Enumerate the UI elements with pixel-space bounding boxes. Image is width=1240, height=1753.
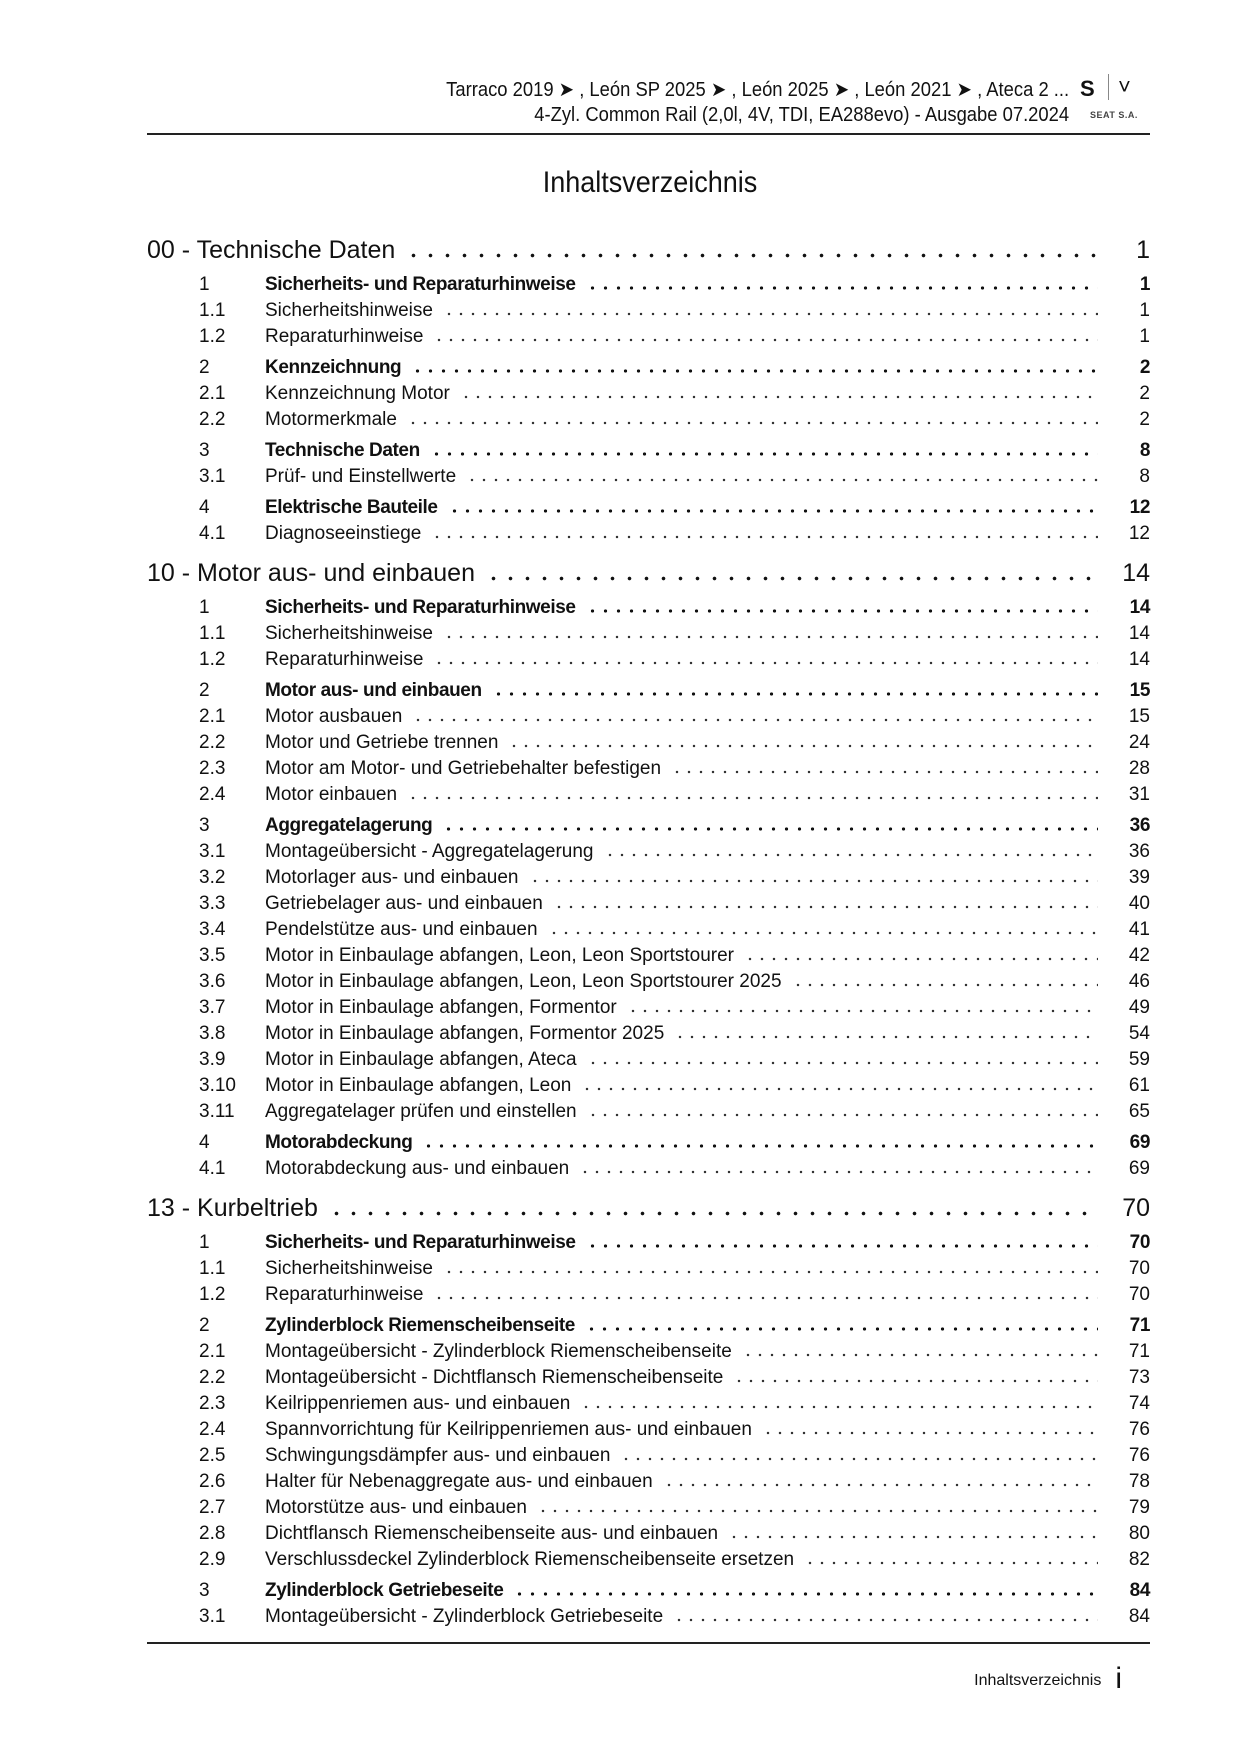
entry-number: 1 <box>199 1232 210 1253</box>
toc-item[interactable] <box>147 945 1150 971</box>
entry-page: 79 <box>1128 1497 1150 1518</box>
entry-page: 70 <box>1128 1284 1150 1305</box>
page-title: Inhaltsverzeichnis <box>542 166 758 199</box>
toc-item[interactable] <box>147 1341 1150 1367</box>
entry-page: 65 <box>1128 1101 1150 1122</box>
entry-page: 15 <box>1129 680 1150 701</box>
page-footer <box>974 1662 1122 1696</box>
entry-title: Motor in Einbaulage abfangen, Leon, Leon Sportstourer <box>265 945 734 966</box>
dot-leader <box>587 1061 1098 1065</box>
toc-section[interactable] <box>147 680 1150 706</box>
entry-title: Motor einbauen <box>265 784 398 805</box>
entry-title: Getriebelager aus- und einbauen <box>265 893 543 914</box>
entry-page: 1 <box>1139 274 1150 295</box>
footer-label: Inhaltsverzeichnis <box>974 1672 1102 1689</box>
dot-leader <box>328 1211 1098 1216</box>
entry-number: 2.8 <box>199 1523 226 1544</box>
dot-leader <box>442 827 1098 831</box>
entry-number: 3.3 <box>199 893 226 914</box>
header-models: Tarraco 2019 ➤ , León SP 2025 ➤ , León 2025 ➤ , León 2021 ➤ , Ateca 2 ... <box>446 79 1069 101</box>
dot-leader <box>671 770 1098 774</box>
entry-page: 14 <box>1128 649 1150 670</box>
entry-title: Motor am Motor- und Getriebehalter befestigen <box>265 758 662 779</box>
entry-number: 3.4 <box>199 919 226 940</box>
entry-title: Kennzeichnung Motor <box>265 383 450 404</box>
dot-leader <box>548 931 1098 935</box>
entry-title: Keilrippenriemen aus- und einbauen <box>265 1393 571 1414</box>
dot-leader <box>460 395 1098 399</box>
entry-title: Sicherheits- und Reparaturhinweise <box>265 1232 576 1253</box>
seat-cupra-logo <box>1080 74 1150 124</box>
entry-number: 3.7 <box>199 997 226 1018</box>
entry-number: 4.1 <box>199 523 226 544</box>
entry-page: 70 <box>1122 1194 1150 1222</box>
entry-number: 2.4 <box>199 784 226 805</box>
entry-page: 2 <box>1139 409 1150 430</box>
toc-section[interactable] <box>147 1580 1150 1606</box>
dot-leader <box>433 1296 1098 1300</box>
entry-page: 73 <box>1128 1367 1150 1388</box>
entry-page: 82 <box>1128 1549 1150 1570</box>
entry-page: 15 <box>1128 706 1150 727</box>
entry-number: 3.2 <box>199 867 226 888</box>
entry-page: 69 <box>1129 1132 1150 1153</box>
entry-page: 49 <box>1128 997 1150 1018</box>
toc-chapter[interactable] <box>147 236 1150 269</box>
entry-title: Motorlager aus- und einbauen <box>265 867 519 888</box>
dot-leader <box>411 369 1098 373</box>
entry-number: 2.1 <box>199 1341 226 1362</box>
entry-page: 36 <box>1128 841 1150 862</box>
dot-leader <box>485 576 1098 581</box>
page-number: i <box>1115 1662 1122 1695</box>
entry-title: 10 - Motor aus- und einbauen <box>147 559 475 587</box>
entry-title: Sicherheits- und Reparaturhinweise <box>265 274 576 295</box>
entry-number: 3 <box>199 440 210 461</box>
entry-page: 39 <box>1128 867 1150 888</box>
toc-item[interactable] <box>147 919 1150 945</box>
entry-title: Reparaturhinweise <box>265 326 424 347</box>
dot-leader <box>762 1431 1098 1435</box>
entry-title: Aggregatelagerung <box>265 815 433 836</box>
entry-page: 61 <box>1128 1075 1150 1096</box>
entry-number: 2.2 <box>199 732 226 753</box>
entry-number: 1.2 <box>199 649 226 670</box>
entry-page: 8 <box>1139 440 1150 461</box>
entry-title: Montageübersicht - Zylinderblock Getriebeseite <box>265 1606 664 1627</box>
entry-number: 2.6 <box>199 1471 226 1492</box>
entry-page: 54 <box>1128 1023 1150 1044</box>
entry-page: 14 <box>1122 559 1150 587</box>
entry-title: 13 - Kurbeltrieb <box>147 1194 318 1222</box>
toc-item[interactable] <box>147 1367 1150 1393</box>
dot-leader <box>586 609 1098 613</box>
toc-item[interactable] <box>147 300 1150 326</box>
dot-leader <box>513 1592 1098 1596</box>
entry-number: 1 <box>199 597 210 618</box>
entry-page: 2 <box>1139 383 1150 404</box>
entry-title: Prüf- und Einstellwerte <box>265 466 457 487</box>
dot-leader <box>407 796 1098 800</box>
entry-number: 2.3 <box>199 1393 226 1414</box>
entry-page: 59 <box>1128 1049 1150 1070</box>
toc-item[interactable] <box>147 1049 1150 1075</box>
dot-leader <box>412 718 1098 722</box>
entry-page: 24 <box>1128 732 1150 753</box>
toc-item[interactable] <box>147 1471 1150 1497</box>
entry-number: 3.6 <box>199 971 226 992</box>
entry-page: 76 <box>1128 1419 1150 1440</box>
entry-number: 2 <box>199 357 210 378</box>
toc-item[interactable] <box>147 1284 1150 1310</box>
toc-item[interactable] <box>147 1101 1150 1127</box>
dot-leader <box>529 879 1098 883</box>
entry-page: 46 <box>1128 971 1150 992</box>
entry-title: Motor aus- und einbauen <box>265 680 482 701</box>
toc-item[interactable] <box>147 971 1150 997</box>
entry-title: Motor ausbauen <box>265 706 403 727</box>
entry-page: 14 <box>1129 597 1150 618</box>
toc-item[interactable] <box>147 1606 1150 1632</box>
entry-page: 41 <box>1128 919 1150 940</box>
entry-title: Halter für Nebenaggregate aus- und einbauen <box>265 1471 653 1492</box>
entry-number: 3.8 <box>199 1023 226 1044</box>
dot-leader <box>587 1113 1098 1117</box>
entry-title: Spannvorrichtung für Keilrippenriemen aus- und einbauen <box>265 1419 752 1440</box>
toc-item[interactable] <box>147 1445 1150 1471</box>
toc-section[interactable] <box>147 1132 1150 1158</box>
dot-leader <box>728 1535 1098 1539</box>
toc-section[interactable] <box>147 357 1150 383</box>
toc-item[interactable] <box>147 784 1150 810</box>
dot-leader <box>744 957 1098 961</box>
entry-page: 78 <box>1128 1471 1150 1492</box>
entry-page: 31 <box>1128 784 1150 805</box>
dot-leader <box>433 338 1098 342</box>
entry-title: Reparaturhinweise <box>265 649 424 670</box>
entry-title: Montageübersicht - Aggregatelagerung <box>265 841 594 862</box>
dot-leader <box>430 452 1098 456</box>
entry-title: Diagnoseeinstiege <box>265 523 422 544</box>
entry-title: Pendelstütze aus- und einbauen <box>265 919 538 940</box>
toc-item[interactable] <box>147 466 1150 492</box>
toc-item[interactable] <box>147 1393 1150 1419</box>
entry-title: Verschlussdeckel Zylinderblock Riemenscheibenseite ersetzen <box>265 1549 795 1570</box>
toc-section[interactable] <box>147 440 1150 466</box>
entry-page: 69 <box>1128 1158 1150 1179</box>
toc-item[interactable] <box>147 649 1150 675</box>
entry-number: 2 <box>199 1315 210 1336</box>
entry-page: 71 <box>1129 1315 1150 1336</box>
toc-item[interactable] <box>147 1158 1150 1184</box>
entry-number: 1.1 <box>199 623 226 644</box>
dot-leader <box>620 1457 1098 1461</box>
dot-leader <box>604 853 1098 857</box>
entry-title: Zylinderblock Getriebeseite <box>265 1580 504 1601</box>
entry-number: 2 <box>199 680 210 701</box>
header-rule <box>147 133 1150 135</box>
cupra-logo-icon: ˅ <box>1118 74 1131 99</box>
entry-title: Motor und Getriebe trennen <box>265 732 499 753</box>
dot-leader <box>579 1170 1098 1174</box>
dot-leader <box>586 286 1098 290</box>
toc-item[interactable] <box>147 867 1150 893</box>
header-engine: 4-Zyl. Common Rail (2,0l, 4V, TDI, EA288evo) - Ausgabe 07.2024 <box>534 104 1069 126</box>
entry-page: 70 <box>1128 1258 1150 1279</box>
entry-number: 3 <box>199 1580 210 1601</box>
entry-page: 74 <box>1128 1393 1150 1414</box>
entry-title: Sicherheitshinweise <box>265 300 433 321</box>
entry-page: 84 <box>1128 1606 1150 1627</box>
dot-leader <box>586 1244 1098 1248</box>
entry-number: 2.9 <box>199 1549 226 1570</box>
dot-leader <box>422 1144 1098 1148</box>
toc-section[interactable] <box>147 597 1150 623</box>
dot-leader <box>742 1353 1098 1357</box>
logo-divider <box>1108 74 1109 100</box>
entry-page: 84 <box>1129 1580 1150 1601</box>
dot-leader <box>627 1009 1098 1013</box>
entry-number: 3.10 <box>199 1075 236 1096</box>
entry-page: 42 <box>1128 945 1150 966</box>
seat-logo-icon: S <box>1080 76 1095 101</box>
toc-section[interactable] <box>147 815 1150 841</box>
toc-item[interactable] <box>147 1419 1150 1445</box>
dot-leader <box>792 983 1098 987</box>
entry-page: 1 <box>1136 236 1150 264</box>
entry-number: 1.2 <box>199 1284 226 1305</box>
dot-leader <box>433 661 1098 665</box>
footer-rule <box>147 1642 1150 1644</box>
entry-title: Motorstütze aus- und einbauen <box>265 1497 527 1518</box>
entry-title: Motor in Einbaulage abfangen, Formentor 2025 <box>265 1023 665 1044</box>
toc-section[interactable] <box>147 274 1150 300</box>
entry-title: Elektrische Bauteile <box>265 497 438 518</box>
toc-item[interactable] <box>147 841 1150 867</box>
entry-title: Montageübersicht - Dichtflansch Riemenscheibenseite <box>265 1367 724 1388</box>
logo-text: SEAT S.A. <box>1090 110 1138 120</box>
toc-item[interactable] <box>147 1523 1150 1549</box>
toc-item[interactable] <box>147 409 1150 435</box>
entry-title: Motor in Einbaulage abfangen, Leon, Leon Sportstourer 2025 <box>265 971 782 992</box>
entry-number: 3.1 <box>199 1606 226 1627</box>
entry-number: 3.1 <box>199 841 226 862</box>
entry-number: 3.1 <box>199 466 226 487</box>
dot-leader <box>581 1087 1098 1091</box>
entry-page: 40 <box>1128 893 1150 914</box>
dot-leader <box>804 1561 1098 1565</box>
entry-title: Motor in Einbaulage abfangen, Formentor <box>265 997 617 1018</box>
dot-leader <box>443 1270 1098 1274</box>
toc-chapter[interactable] <box>147 1194 1150 1227</box>
entry-title: Dichtflansch Riemenscheibenseite aus- und einbauen <box>265 1523 719 1544</box>
dot-leader <box>585 1327 1098 1331</box>
entry-title: Montageübersicht - Zylinderblock Riemenscheibenseite <box>265 1341 732 1362</box>
entry-title: Sicherheitshinweise <box>265 1258 433 1279</box>
entry-number: 3.9 <box>199 1049 226 1070</box>
entry-title: Sicherheitshinweise <box>265 623 433 644</box>
toc-item[interactable] <box>147 893 1150 919</box>
dot-leader <box>733 1379 1098 1383</box>
toc-section[interactable] <box>147 497 1150 523</box>
dot-leader <box>466 478 1098 482</box>
entry-number: 4 <box>199 1132 210 1153</box>
entry-page: 1 <box>1139 326 1150 347</box>
entry-page: 1 <box>1139 300 1150 321</box>
dot-leader <box>537 1509 1098 1513</box>
entry-number: 2.1 <box>199 383 226 404</box>
entry-number: 1.1 <box>199 1258 226 1279</box>
dot-leader <box>508 744 1098 748</box>
entry-title: 00 - Technische Daten <box>147 236 396 264</box>
toc-item[interactable] <box>147 1497 1150 1523</box>
dot-leader <box>673 1618 1098 1622</box>
entry-number: 4 <box>199 497 210 518</box>
dot-leader <box>448 509 1098 513</box>
entry-page: 70 <box>1129 1232 1150 1253</box>
toc-chapter[interactable] <box>147 559 1150 592</box>
entry-page: 36 <box>1129 815 1150 836</box>
toc-item[interactable] <box>147 623 1150 649</box>
toc-item[interactable] <box>147 383 1150 409</box>
entry-title: Motor in Einbaulage abfangen, Ateca <box>265 1049 577 1070</box>
entry-title: Aggregatelager prüfen und einstellen <box>265 1101 577 1122</box>
entry-title: Zylinderblock Riemenscheibenseite <box>265 1315 575 1336</box>
entry-page: 2 <box>1139 357 1150 378</box>
entry-title: Technische Daten <box>265 440 420 461</box>
entry-number: 2.1 <box>199 706 226 727</box>
dot-leader <box>431 535 1098 539</box>
toc-item[interactable] <box>147 523 1150 549</box>
entry-title: Motormerkmale <box>265 409 397 430</box>
entry-title: Motor in Einbaulage abfangen, Leon <box>265 1075 572 1096</box>
entry-number: 2.3 <box>199 758 226 779</box>
toc-section[interactable] <box>147 1315 1150 1341</box>
entry-page: 28 <box>1128 758 1150 779</box>
toc-item[interactable] <box>147 1023 1150 1049</box>
entry-title: Motorabdeckung aus- und einbauen <box>265 1158 570 1179</box>
entry-number: 1.1 <box>199 300 226 321</box>
entry-page: 71 <box>1128 1341 1150 1362</box>
entry-number: 3 <box>199 815 210 836</box>
entry-number: 1 <box>199 274 210 295</box>
toc-item[interactable] <box>147 706 1150 732</box>
document-header <box>446 78 1069 128</box>
toc-item[interactable] <box>147 758 1150 784</box>
dot-leader <box>580 1405 1098 1409</box>
entry-title: Motorabdeckung <box>265 1132 413 1153</box>
dot-leader <box>443 312 1098 316</box>
dot-leader <box>674 1035 1098 1039</box>
entry-number: 3.11 <box>199 1101 235 1122</box>
entry-title: Sicherheits- und Reparaturhinweise <box>265 597 576 618</box>
entry-number: 2.7 <box>199 1497 226 1518</box>
toc-item[interactable] <box>147 1075 1150 1101</box>
entry-number: 2.5 <box>199 1445 226 1466</box>
entry-number: 2.2 <box>199 409 226 430</box>
entry-number: 2.4 <box>199 1419 226 1440</box>
toc-item[interactable] <box>147 997 1150 1023</box>
dot-leader <box>663 1483 1098 1487</box>
entry-number: 1.2 <box>199 326 226 347</box>
entry-page: 8 <box>1139 466 1150 487</box>
dot-leader <box>407 421 1098 425</box>
entry-page: 80 <box>1128 1523 1150 1544</box>
dot-leader <box>553 905 1098 909</box>
entry-page: 12 <box>1128 523 1150 544</box>
toc-item[interactable] <box>147 326 1150 352</box>
entry-title: Reparaturhinweise <box>265 1284 424 1305</box>
dot-leader <box>443 635 1098 639</box>
entry-page: 76 <box>1128 1445 1150 1466</box>
entry-page: 12 <box>1129 497 1150 518</box>
dot-leader <box>492 692 1098 696</box>
entry-page: 14 <box>1128 623 1150 644</box>
toc-section[interactable] <box>147 1232 1150 1258</box>
entry-title: Schwingungsdämpfer aus- und einbauen <box>265 1445 611 1466</box>
entry-number: 2.2 <box>199 1367 226 1388</box>
toc-item[interactable] <box>147 732 1150 758</box>
table-of-contents <box>147 236 1150 1632</box>
dot-leader <box>405 253 1098 258</box>
entry-number: 4.1 <box>199 1158 226 1179</box>
entry-number: 3.5 <box>199 945 226 966</box>
toc-item[interactable] <box>147 1258 1150 1284</box>
toc-item[interactable] <box>147 1549 1150 1575</box>
entry-title: Kennzeichnung <box>265 357 402 378</box>
